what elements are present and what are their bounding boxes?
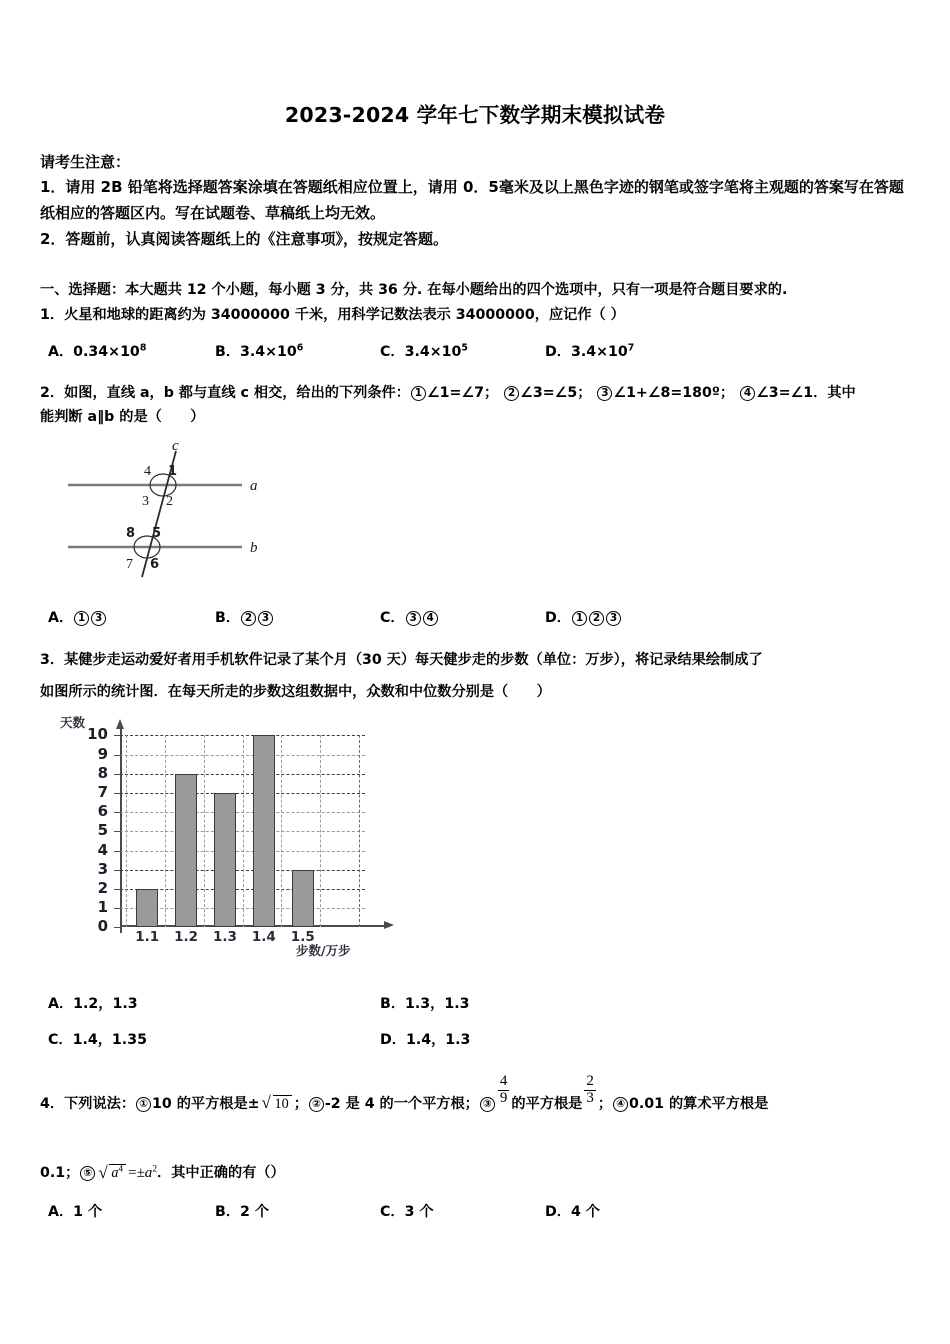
option-1-d[interactable]: [545, 341, 634, 361]
rhs-expression: ±a: [136, 1164, 153, 1181]
option-2-a[interactable]: [48, 607, 107, 627]
option-2-d-mark-3: 3: [606, 611, 621, 626]
chart-y-tick: [114, 735, 121, 736]
radical-a4-exponent: 4: [118, 1163, 124, 1174]
option-4-a-text: 1 个: [73, 1204, 103, 1221]
option-2-d-mark-2: 2: [589, 611, 604, 626]
option-1-d-base: 3.4×10: [570, 344, 628, 361]
circled-number-3-q4: ③: [480, 1097, 495, 1112]
question-4-item-1-post: ；: [293, 1096, 308, 1113]
question-2-text-a: 如图，直线 a，b 都与直线 c 相交，给出的下列条件：: [64, 385, 410, 402]
chart-y-tick-label: 9: [97, 744, 108, 763]
question-4: [40, 1073, 910, 1116]
option-4-a[interactable]: [48, 1201, 102, 1221]
chart-gridline-vertical: [243, 735, 244, 927]
option-1-a[interactable]: [48, 341, 146, 361]
option-4-b[interactable]: [215, 1201, 269, 1221]
option-2-c[interactable]: [380, 607, 439, 627]
chart-y-tick: [114, 812, 121, 813]
fraction2-numerator: 2: [586, 1073, 594, 1090]
question-3-number: 3．: [40, 652, 65, 669]
question-3: [40, 645, 910, 709]
geometry-diagram-svg: [54, 437, 294, 589]
question-1-text: 火星和地球的距离约为 34000000 千米，用科学记数法表示 34000000，应记作（ ）: [64, 306, 625, 323]
question-4-line2-pre: 0.1；: [40, 1164, 80, 1181]
option-1-c-exp: 5: [461, 342, 468, 354]
circled-number-2-q4: ②: [309, 1097, 324, 1112]
option-3-c-text: 1.4，1.35: [72, 1032, 147, 1049]
option-1-c-label: C．: [380, 344, 405, 361]
chart-gridline-vertical: [359, 735, 360, 927]
page-title: 2023-2024 学年七下数学期末模拟试卷: [284, 103, 666, 127]
fraction2-denominator: 3: [586, 1089, 594, 1106]
label-angle-4: 4: [144, 464, 151, 480]
label-line-a: a: [250, 478, 258, 495]
parallel-lines-transversal-figure: [54, 437, 294, 589]
circled-number-4-q4: ④: [613, 1097, 628, 1112]
chart-y-axis-arrow-icon: [116, 719, 124, 729]
question-2-cond-1: ∠1=∠7；: [426, 385, 499, 402]
option-3-a-text: 1.2，1.3: [73, 996, 138, 1013]
chart-y-tick: [114, 755, 121, 756]
option-4-d-text: 4 个: [570, 1204, 600, 1221]
label-angle-5: 5: [152, 526, 162, 542]
label-angle-7: 7: [126, 557, 133, 573]
chart-y-tick-label: 7: [97, 782, 108, 801]
option-1-c-base: 3.4×10: [404, 344, 462, 361]
radical-sign-icon: √: [261, 1093, 271, 1113]
question-1: [40, 304, 910, 328]
notice-item-2: 2．答题前，认真阅读答题纸上的《注意事项》，按规定答题。: [40, 229, 448, 248]
question-1-number: 1．: [40, 306, 65, 323]
option-4-d-label: D．: [545, 1204, 571, 1221]
notice-heading: 请考生注意：: [40, 152, 131, 171]
radical-a4-operand: [109, 1164, 126, 1183]
chart-y-tick-label: 6: [97, 802, 108, 821]
option-4-b-text: 2 个: [240, 1204, 270, 1221]
question-3-options: [40, 993, 910, 1049]
option-3-b[interactable]: [380, 993, 469, 1013]
chart-y-tick-label: 8: [97, 763, 108, 782]
question-2-cond-4: ∠3=∠1．其中: [756, 385, 856, 402]
option-3-a[interactable]: [48, 993, 138, 1013]
circled-number-3: 3: [597, 386, 612, 401]
steps-bar-chart: [48, 713, 393, 975]
option-4-c[interactable]: [380, 1201, 434, 1221]
chart-x-axis-arrow-icon: [384, 921, 394, 929]
fraction-denominator: 9: [499, 1089, 508, 1106]
option-4-c-text: 3 个: [404, 1204, 434, 1221]
option-2-d-mark-1: 1: [572, 611, 587, 626]
question-2-number: 2．: [40, 385, 65, 402]
option-2-b-mark-2: 3: [258, 611, 273, 626]
question-2-text-b: 能判断 a‖b 的是（ ）: [40, 408, 205, 425]
option-1-b[interactable]: [215, 341, 303, 361]
option-2-c-mark-2: 4: [423, 611, 438, 626]
chart-y-tick-label: 4: [97, 840, 108, 859]
chart-y-tick: [114, 851, 121, 852]
chart-bar: [136, 889, 158, 927]
chart-x-axis-label: 步数/万步: [296, 943, 351, 959]
chart-y-tick: [114, 774, 121, 775]
question-4-line-2: [40, 1161, 910, 1186]
chart-y-tick: [114, 870, 121, 871]
question-4-item-3-post: ；: [597, 1096, 613, 1113]
question-1-options: [40, 341, 910, 367]
option-3-a-label: A．: [48, 996, 74, 1013]
question-2: [40, 382, 910, 429]
option-2-b-mark-1: 2: [241, 611, 256, 626]
question-2-options: [40, 607, 910, 633]
chart-x-tick-label: 1.5: [290, 929, 315, 946]
chart-y-tick-label: 3: [97, 859, 108, 878]
equals-sign: =: [128, 1164, 137, 1181]
notice-item-1: 1．请用 2B 铅笔将选择题答案涂填在答题纸相应位置上，请用 0．5毫米及以上黑色字迹的钢笔或签字笔将主观题的答案写在答题纸相应的答题区内。写在试题卷、草稿纸上均无效。: [40, 178, 904, 223]
label-angle-1: 1: [168, 464, 178, 480]
chart-y-axis-label: 天数: [60, 715, 86, 731]
chart-gridline-vertical: [126, 735, 127, 927]
circled-number-5-q4: ⑤: [80, 1166, 95, 1181]
label-angle-8: 8: [126, 526, 136, 542]
fraction-numerator: 4: [499, 1073, 508, 1090]
chart-x-tick-label: 1.1: [135, 929, 160, 946]
option-1-a-label: A．: [48, 344, 74, 361]
section-heading: 一、选择题：本大题共 12 个小题，每小题 3 分，共 36 分. 在每小题给出的四个选项中，只有一项是符合题目要求的.: [40, 281, 788, 298]
option-3-c[interactable]: [48, 1029, 147, 1049]
option-2-c-label: C．: [380, 610, 405, 627]
chart-plot-area: [120, 735, 365, 927]
option-3-c-label: C．: [48, 1032, 73, 1049]
question-4-line2-post: ．其中正确的有（）: [157, 1164, 285, 1181]
rhs-exponent: 2: [152, 1163, 157, 1174]
question-3-text-a: 某健步走运动爱好者用手机软件记录了某个月（30 天）每天健步走的步数（单位：万步），将记录结果绘制成了: [64, 652, 763, 669]
chart-bar: [292, 870, 314, 928]
question-4-item-3-mid: 的平方根是: [511, 1096, 583, 1113]
question-3-text-b: 如图所示的统计图．在每天所走的步数这组数据中，众数和中位数分别是（ ）: [40, 684, 551, 701]
chart-gridline-vertical: [281, 735, 282, 927]
chart-gridline-vertical: [204, 735, 205, 927]
option-4-a-label: A．: [48, 1204, 74, 1221]
fraction-four-ninths: [498, 1074, 510, 1106]
option-1-d-exp: 7: [627, 342, 635, 354]
label-angle-6: 6: [150, 557, 160, 573]
option-1-d-label: D．: [545, 344, 571, 361]
chart-y-tick: [114, 831, 121, 832]
circled-number-4: 4: [740, 386, 755, 401]
chart-bar: [253, 735, 275, 927]
option-1-b-exp: 6: [296, 342, 304, 354]
circled-number-1: 1: [411, 386, 426, 401]
chart-x-tick-label: 1.4: [251, 929, 276, 946]
chart-y-tick-label: 5: [97, 821, 108, 840]
chart-gridline-vertical: [165, 735, 166, 927]
radical-a4-base: a: [111, 1164, 119, 1181]
question-4-options: [40, 1201, 910, 1227]
chart-y-tick: [114, 927, 121, 928]
chart-y-tick-label: 10: [87, 725, 108, 744]
option-1-b-base: 3.4×10: [240, 344, 297, 361]
option-2-a-label: A．: [48, 610, 74, 627]
candidate-notice: [40, 150, 910, 253]
label-line-c: c: [172, 438, 179, 455]
circled-number-1-q4: ①: [136, 1097, 151, 1112]
question-4-item-4: 0.01 的算术平方根是: [629, 1096, 769, 1113]
option-3-d[interactable]: [380, 1029, 470, 1049]
chart-x-tick-label: 1.2: [174, 929, 199, 946]
label-angle-3: 3: [142, 494, 149, 510]
label-angle-2: 2: [166, 494, 173, 510]
option-2-b[interactable]: [215, 607, 274, 627]
radical-10: [262, 1092, 292, 1116]
label-line-b: b: [250, 540, 258, 557]
chart-y-tick-label: 1: [97, 898, 108, 917]
option-2-d[interactable]: [545, 607, 622, 627]
question-4-item-1-pre: 10 的平方根是±: [152, 1096, 260, 1113]
chart-bar: [175, 774, 197, 928]
question-2-cond-2: ∠3=∠5；: [520, 385, 592, 402]
chart-x-tick-label: 1.3: [213, 929, 237, 946]
question-4-item-2: -2 是 4 的一个平方根；: [324, 1096, 479, 1113]
option-1-a-base: 0.34×10: [73, 344, 140, 361]
question-4-text-a: 下列说法：: [64, 1096, 136, 1113]
chart-bar: [214, 793, 236, 927]
option-4-c-label: C．: [380, 1204, 405, 1221]
option-4-b-label: B．: [215, 1204, 241, 1221]
option-2-d-label: D．: [545, 610, 571, 627]
option-3-b-text: 1.3，1.3: [405, 996, 470, 1013]
radical-10-operand: 10: [273, 1095, 292, 1114]
option-1-c[interactable]: [380, 341, 468, 361]
option-1-a-exp: 8: [139, 342, 147, 354]
radical-a4: [98, 1162, 126, 1186]
chart-y-tick-label: 2: [97, 878, 108, 897]
option-3-d-label: D．: [380, 1032, 406, 1049]
option-2-c-mark-1: 3: [406, 611, 421, 626]
circled-number-2: 2: [504, 386, 519, 401]
option-3-b-label: B．: [380, 996, 406, 1013]
chart-y-tick: [114, 908, 121, 909]
option-1-b-label: B．: [215, 344, 241, 361]
question-2-cond-3: ∠1+∠8=180º；: [613, 385, 735, 402]
radical-sign-icon-2: √: [98, 1162, 108, 1182]
option-4-d[interactable]: [545, 1201, 600, 1221]
option-2-a-mark-2: 3: [91, 611, 106, 626]
fraction-two-thirds: [584, 1074, 596, 1106]
question-4-number: 4．: [40, 1096, 65, 1113]
chart-y-tick: [114, 793, 121, 794]
option-2-b-label: B．: [215, 610, 241, 627]
option-3-d-text: 1.4，1.3: [405, 1032, 471, 1049]
chart-y-tick: [114, 889, 121, 890]
option-2-a-mark-1: 1: [74, 611, 89, 626]
chart-y-tick-label: 0: [97, 917, 108, 936]
chart-gridline-vertical: [320, 735, 321, 927]
